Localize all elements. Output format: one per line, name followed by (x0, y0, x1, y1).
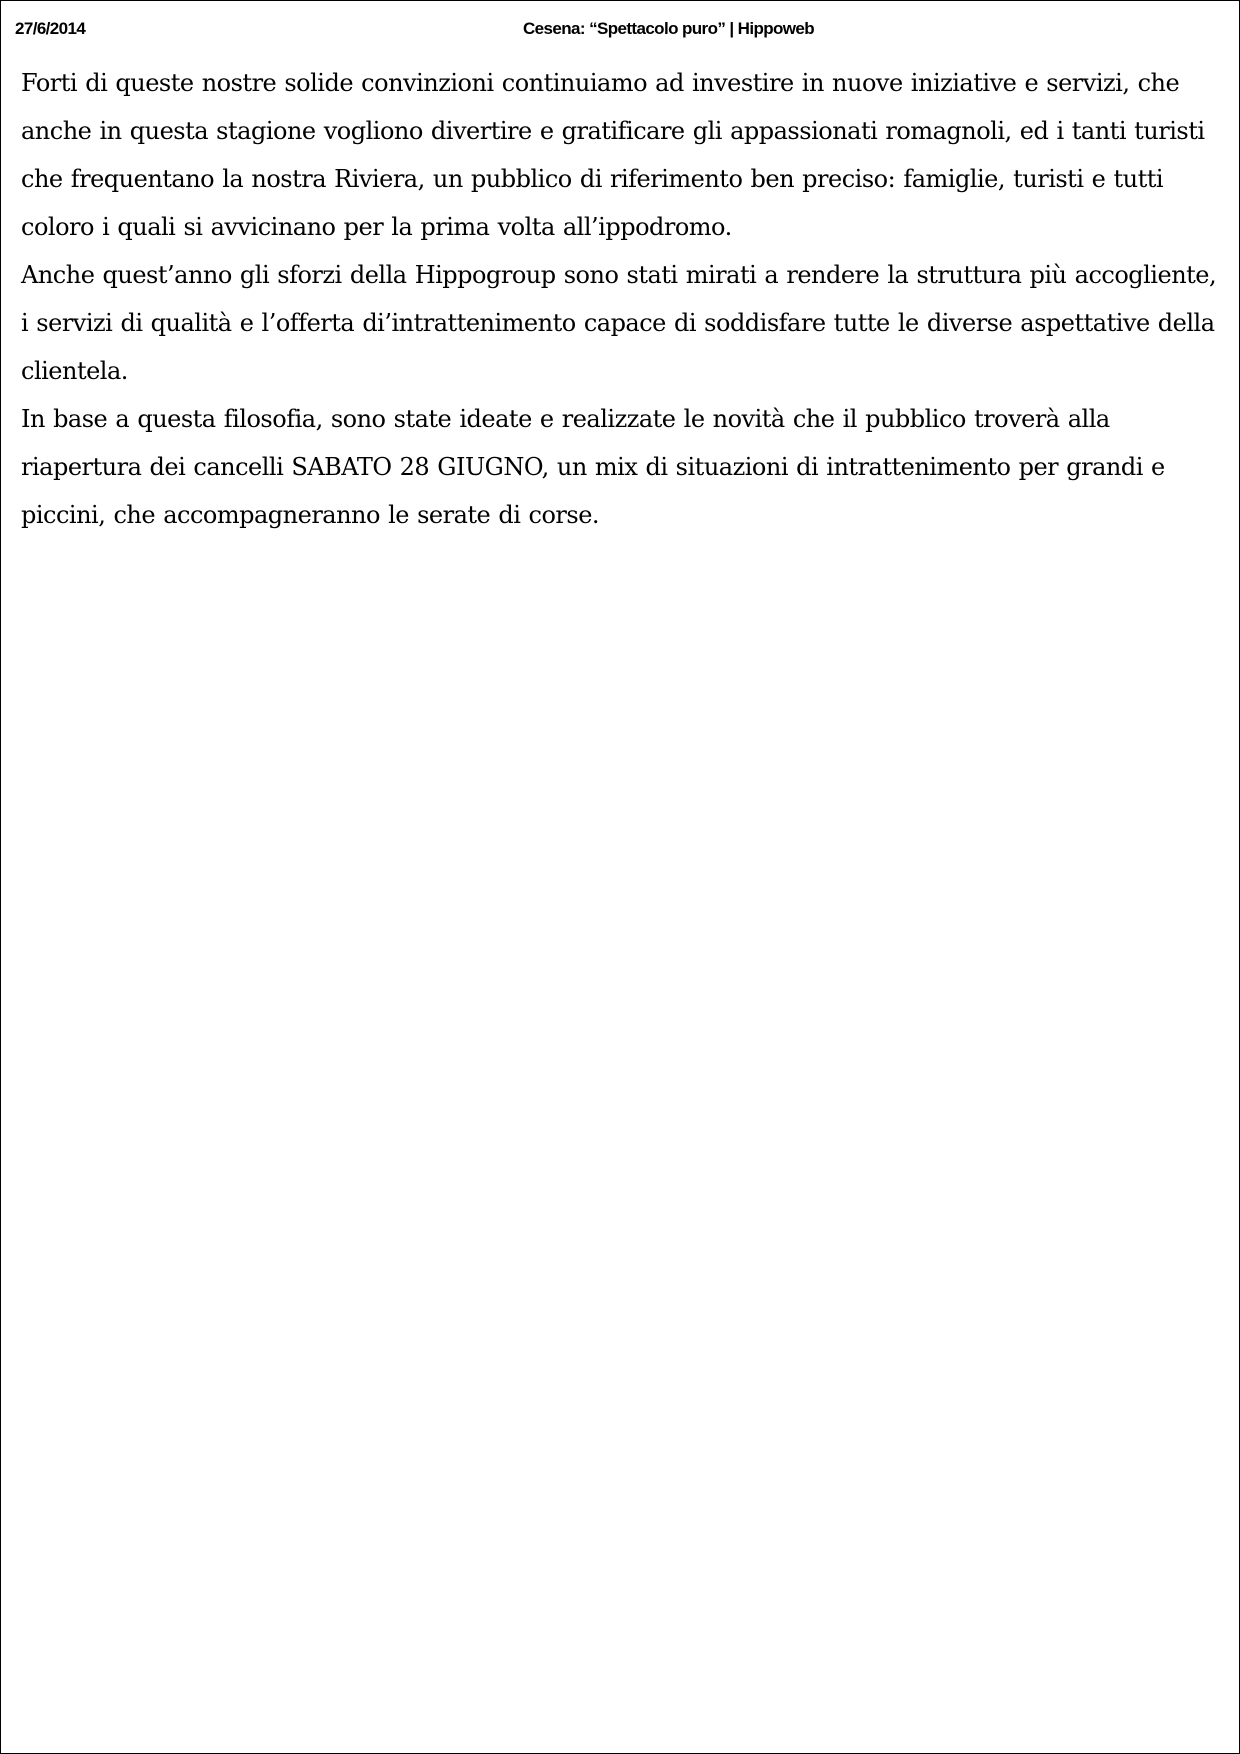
paragraph-3: In base a questa filosofia, sono state ideate e realizzate le novità che il pubblico troverà alla riapertura dei cancelli SABATO 28 GIUGNO, un mix di situazioni di intrattenimento per grandi e piccini, che accompagneranno le serate di corse. (21, 405, 1165, 529)
page-title: Cesena: “Spettacolo puro” | Hippoweb (523, 19, 815, 38)
paragraph-1: Forti di queste nostre solide convinzioni continuiamo ad investire in nuove iniziative e servizi, che anche in questa stagione vogliono divertire e gratificare gli appassionati romagnoli, ed i tanti turisti che frequentano la nostra Riviera, un pubblico di riferimento ben preciso: famiglie, turisti e tutti coloro i quali si avvicinano per la prima volta all’ippodromo. (21, 69, 1205, 241)
article-body (21, 59, 1221, 539)
print-header (15, 15, 1225, 45)
print-date: 27/6/2014 (15, 19, 86, 38)
paragraph-2: Anche quest’anno gli sforzi della Hippogroup sono stati mirati a rendere la struttura più accogliente, i servizi di qualità e l’offerta di’intrattenimento capace di soddisfare tutte le diverse aspettative della clientela. (21, 261, 1217, 385)
